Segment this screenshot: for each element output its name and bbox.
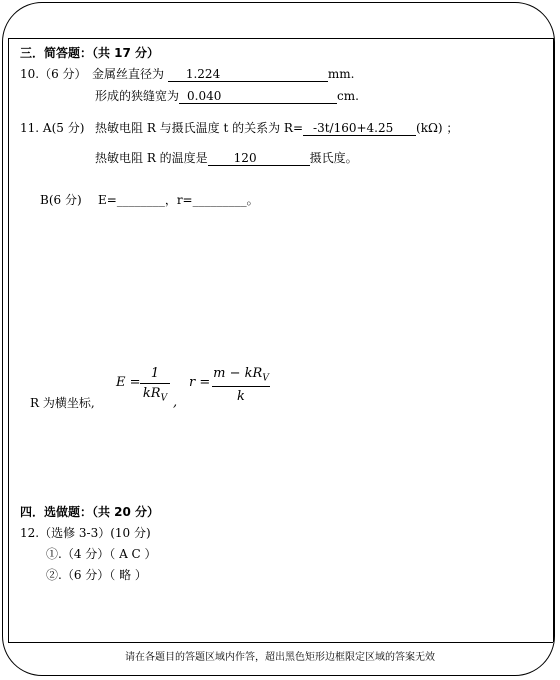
formula-r-denominator: k (237, 388, 245, 404)
q10-diameter-answer: 1.224 (168, 67, 328, 82)
q11-relation-prefix: 热敏电阻 R 与摄氏温度 t 的关系为 R= (95, 121, 304, 135)
q11-axis-note: R 为横坐标, (30, 396, 95, 410)
q11-temperature-answer: 120 (208, 151, 310, 166)
q11-temperature-prefix: 热敏电阻 R 的温度是 (95, 151, 208, 165)
answer-box-bottom-border (8, 642, 553, 643)
formula-r-lhs: r = (189, 375, 211, 390)
q10-line2-prefix: 形成的狭缝宽为 (95, 89, 180, 103)
q10-line1-prefix: 金属丝直径为 (92, 67, 165, 81)
q10-slit-width-answer: 0.040 (179, 89, 337, 104)
answer-box-left-border (8, 38, 9, 642)
answer-box-top-border (8, 38, 553, 39)
q11-line-a2 (95, 151, 358, 166)
q12-label: 12.（选修 3-3）(10 分) (20, 526, 151, 540)
formula-e-fraction (140, 366, 170, 404)
q11-temperature-unit: 摄氏度。 (309, 151, 358, 165)
section4-title: 四．选做题：（共 20 分） (20, 505, 160, 519)
formula-e-lhs: E = (116, 375, 141, 390)
q11-relation-unit: (kΩ) ； (416, 121, 459, 135)
q10-slit-width-unit: cm. (337, 89, 359, 103)
formula-r-bar (212, 386, 270, 387)
q11-part-b-blanks: E=________，r=_________。 (98, 193, 259, 207)
q11-label: 11. A(5 分) (20, 121, 85, 135)
section3-title: 三．简答题：（共 17 分） (20, 46, 160, 60)
q11-line-a1 (95, 121, 458, 136)
formula-separator: , (173, 395, 178, 410)
footer-notice: 请在各题目的答题区域内作答，超出黑色矩形边框限定区域的答案无效 (125, 652, 435, 663)
q10-line2 (95, 89, 359, 104)
q10-label: 10.（6 分） (20, 67, 87, 81)
q10-diameter-unit: mm. (327, 67, 355, 81)
formula-e-bar (140, 383, 170, 384)
answer-box-right-border (553, 38, 554, 642)
q12-sub2: ②.（6 分）（ 略 ） (46, 568, 147, 582)
formula-r-fraction (212, 366, 270, 404)
formula-e-denominator: $kR_V$ (142, 386, 168, 404)
q10-line1 (92, 67, 354, 82)
q11-relation-answer: -3t/160+4.25 (303, 121, 416, 136)
formula-r-numerator: $m - kR_V$ (213, 366, 269, 384)
q11-part-b-label: B(6 分) (40, 193, 82, 207)
formula-e-numerator: 1 (150, 366, 160, 381)
q12-sub1: ①.（4 分）（ A C ） (46, 547, 157, 561)
